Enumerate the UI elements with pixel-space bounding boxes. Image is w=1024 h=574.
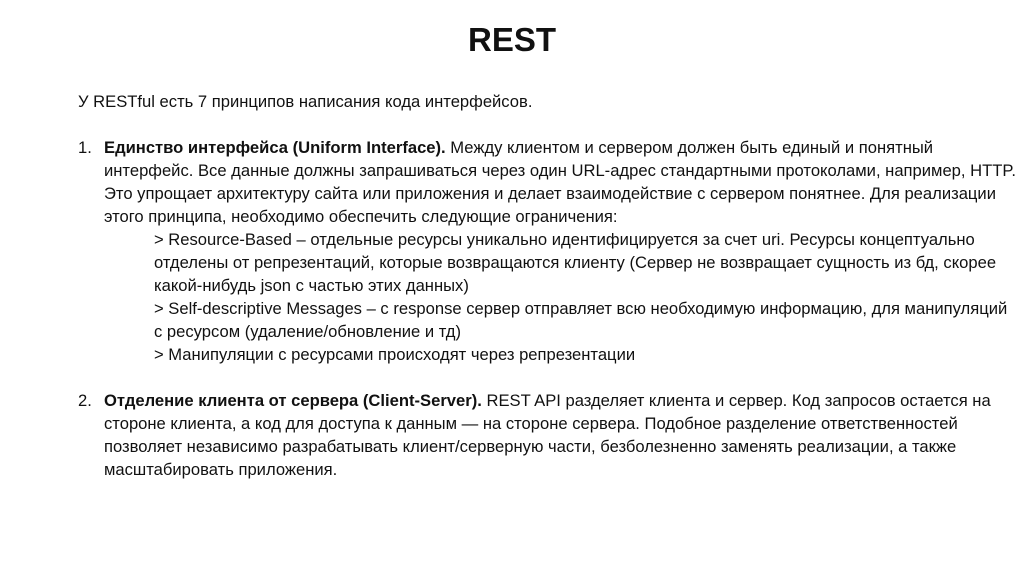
principle-2-number: 2. [78,391,92,410]
principle-1-number: 1. [78,138,92,157]
principle-1-item-1: > Resource-Based – отдельные ресурсы уникально идентифицируется за счет uri. Ресурсы концептуально отделены от репрезентаций, которые возвращаются клиенту (Сервер не возвращает сущность из бд, скорее какой-нибудь json с частью этих данных) [154,230,997,295]
principle-1 [78,136,1018,366]
principle-1-text: Между клиентом и сервером должен быть единый и понятный интерфейс. Все данные должны запрашиваться через один URL-адрес стандартными протоколами, например, HTTP. Это упрощает архитектуру сайта или приложения и делает взаимодействие с сервером понятнее. Для реализации этого принципа, необходимо обеспечить следующие ограничения: [104,138,1016,226]
principle-2-body [104,389,1018,481]
principle-1-item-3: > Манипуляции с ресурсами происходят через репрезентации [154,345,636,364]
principle-1-heading: Единство интерфейса (Uniform Interface). [104,138,446,157]
principle-2-text: REST API разделяет клиента и сервер. Код запросов остается на стороне клиента, а код для доступа к данным — на стороне сервера. Подобное разделение ответственностей позволяет независимо разрабатывать клиент/серверную части, безболезненно заменять реализации, а также масштабировать приложения. [104,391,991,479]
slide-title: REST [467,21,556,58]
principle-1-item-2: > Self-descriptive Messages – с response сервер отправляет всю необходимую информацию, для манипуляций с ресурсом (удаление/обновление и тд) [154,299,1008,341]
principle-2-heading: Отделение клиента от сервера (Client-Server). [104,391,482,410]
intro-text: У RESTful есть 7 принципов написания кода интерфейсов. [78,92,533,111]
principle-1-body [104,136,1018,228]
slide-content [78,90,1018,504]
principle-2 [78,389,1018,481]
